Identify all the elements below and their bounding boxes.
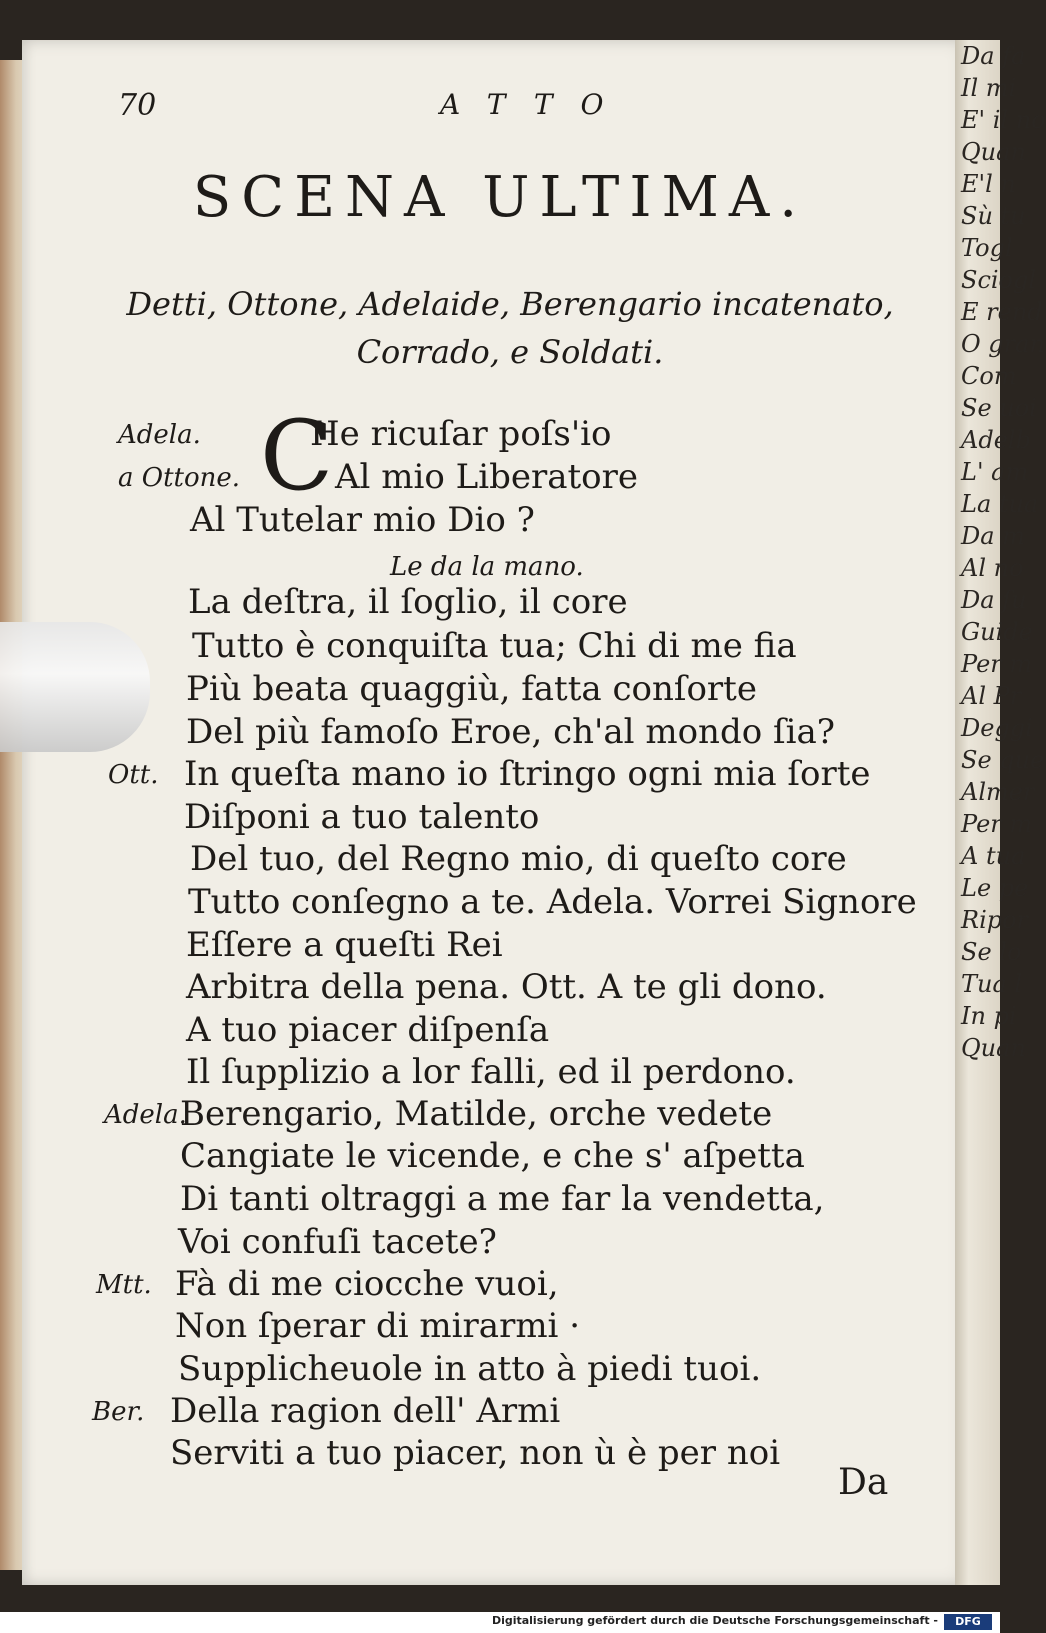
verse-text: Berengario, Matilde, orche vedete xyxy=(180,1094,773,1134)
verse-line xyxy=(0,1264,1000,1306)
facing-page-fragment: In pi xyxy=(961,1002,1017,1030)
facing-page-fragment: Da m xyxy=(961,522,1025,550)
speaker-label: Mtt. xyxy=(96,1270,152,1300)
speaker-label: Adela. xyxy=(118,420,201,450)
speaker-label: a Ottone. xyxy=(118,463,241,493)
verse-line xyxy=(0,500,1000,542)
speaker-label: Adela. xyxy=(104,1100,187,1130)
verse-text: A tuo piacer diſpenſa xyxy=(186,1010,550,1050)
facing-page-fragment: Com xyxy=(961,362,1017,390)
verse-text: He ricuſar poſs'io xyxy=(310,414,612,454)
facing-page-fragment: A tua xyxy=(961,842,1026,870)
facing-page-fragment: Ripor xyxy=(961,906,1029,934)
facing-page-fragment: Sù tu xyxy=(961,202,1026,230)
verse-text: In queſta mano io ſtringo ogni mia ſorte xyxy=(184,754,871,794)
verse-line xyxy=(0,882,1000,924)
cast-line-2: Corrado, e Soldati. xyxy=(356,333,664,371)
verse-line xyxy=(0,1094,1000,1136)
catchword: Da xyxy=(838,1462,889,1503)
facing-page-fragment: Quan xyxy=(961,138,1026,166)
verse-text: Del tuo, del Regno mio, di queſto core xyxy=(190,839,847,879)
verse-line xyxy=(0,1136,1000,1178)
facing-page-fragment: Da fa xyxy=(961,42,1026,70)
verse-line xyxy=(0,797,1033,839)
verse-text: La deſtra, il ſoglio, il core xyxy=(188,582,628,622)
facing-page-fragment: L' am xyxy=(961,458,1029,486)
verse-text: Fà di me ciocche vuoi, xyxy=(175,1264,559,1304)
verse-text: Più beata quaggiù, fatta conſorte xyxy=(186,669,757,709)
verse-line xyxy=(0,1052,1000,1094)
facing-page-fragment: E'l n xyxy=(961,170,1016,198)
facing-page-fragment: Guide xyxy=(961,618,1033,646)
verse-line xyxy=(0,1306,1000,1348)
verse-line xyxy=(0,1222,1000,1264)
facing-page-fragment: Al no xyxy=(961,554,1024,582)
verse-line xyxy=(0,967,1023,1009)
drop-capital: C xyxy=(260,400,334,512)
verse-line xyxy=(0,925,1022,967)
verse-line xyxy=(0,582,1027,624)
verse-text: Di tanti oltraggi a me far la vendetta, xyxy=(180,1179,825,1219)
facing-page-fragment: E rend xyxy=(961,298,1043,326)
verse-text: Diſponi a tuo talento xyxy=(184,797,540,837)
verse-text: Supplicheuole in atto à piedi tuoi. xyxy=(178,1349,762,1389)
verse-line xyxy=(0,1010,1000,1052)
page-number: 70 xyxy=(118,88,157,123)
facing-page-fragment: Togl xyxy=(961,234,1013,262)
facing-page-fragment: Adelb xyxy=(961,426,1031,454)
facing-page-fragment: Per m xyxy=(961,810,1033,838)
verse-text: Al Tutelar mio Dio ? xyxy=(190,500,535,540)
scene-title: SCENA ULTIMA. xyxy=(192,165,808,230)
running-head: ATTO xyxy=(440,88,632,121)
cast-line-1: Detti, Ottone, Adelaide, Berengario incatenato, xyxy=(126,285,894,323)
speaker-label: Ott. xyxy=(108,760,159,790)
verse-text: Non ſperar di mirarmi · xyxy=(175,1306,581,1346)
verse-line xyxy=(0,457,1029,499)
verse-line xyxy=(0,626,1000,668)
facing-page-fragment: Per m xyxy=(961,650,1033,678)
facing-page-fragment: Al Pr xyxy=(961,682,1022,710)
facing-page-fragment: Le pe xyxy=(961,874,1029,902)
verse-text: Tutto è conquiſta tua; Chi di me fia xyxy=(192,626,797,666)
verse-text: Del più famoſo Eroe, ch'al mondo ſia? xyxy=(186,712,835,752)
facing-page-fragment: Se que xyxy=(961,746,1045,774)
facing-page-fragment: Almer xyxy=(961,778,1035,806)
facing-page-fragment: Se lo xyxy=(961,938,1022,966)
facing-page-fragment: Quan xyxy=(961,1034,1026,1062)
verse-line xyxy=(0,1349,1000,1391)
dfg-logo: DFG xyxy=(944,1614,992,1630)
verse-line xyxy=(0,669,1022,711)
verse-text: Della ragion dell' Armi xyxy=(170,1391,561,1431)
facing-page-fragment: Tua l xyxy=(961,970,1023,998)
facing-page-fragment: O gran xyxy=(961,330,1045,358)
verse-text: Tutto conſegno a te. Adela. Vorrei Signore xyxy=(188,882,917,922)
facing-page-fragment: E' il no xyxy=(961,106,1046,134)
verse-line xyxy=(0,414,1031,456)
facing-page-fragment: Sciogl xyxy=(961,266,1037,294)
verse-text: Voi confuſi tacete? xyxy=(178,1222,497,1262)
stage-direction: Le da la mano. xyxy=(390,552,584,582)
verse-text: Il ſupplizio a lor falli, ed il perdono. xyxy=(186,1052,796,1092)
verse-text: Cangiate le vicende, e che s' aſpetta xyxy=(180,1136,805,1176)
verse-line xyxy=(0,1391,1000,1433)
facing-page-fragment: Il mi xyxy=(961,74,1017,102)
verse-line xyxy=(0,754,1000,796)
facing-page-fragment: Se uoi xyxy=(961,394,1037,422)
verse-text: Eſſere a queſti Rei xyxy=(186,925,503,965)
verse-text: Serviti a tuo piacer, non ù è per noi xyxy=(170,1433,781,1473)
cast-list xyxy=(100,280,920,376)
footer-bar xyxy=(0,1612,1000,1633)
facing-page-fragment: Da ſu xyxy=(961,586,1027,614)
footer-credit: Digitalisierung gefördert durch die Deutsche Forschungsgemeinschaft - xyxy=(491,1614,938,1627)
speaker-label: Ber. xyxy=(92,1397,145,1427)
verse-line xyxy=(0,839,1026,881)
verse-text: Arbitra della pena. Ott. A te gli dono. xyxy=(186,967,827,1007)
facing-page-fragment: La tua xyxy=(961,490,1039,518)
verse-text: Al mio Liberatore xyxy=(335,457,638,497)
verse-line xyxy=(0,1179,1000,1221)
facing-page-fragment: Deggi xyxy=(961,714,1033,742)
verse-line xyxy=(0,712,1033,754)
